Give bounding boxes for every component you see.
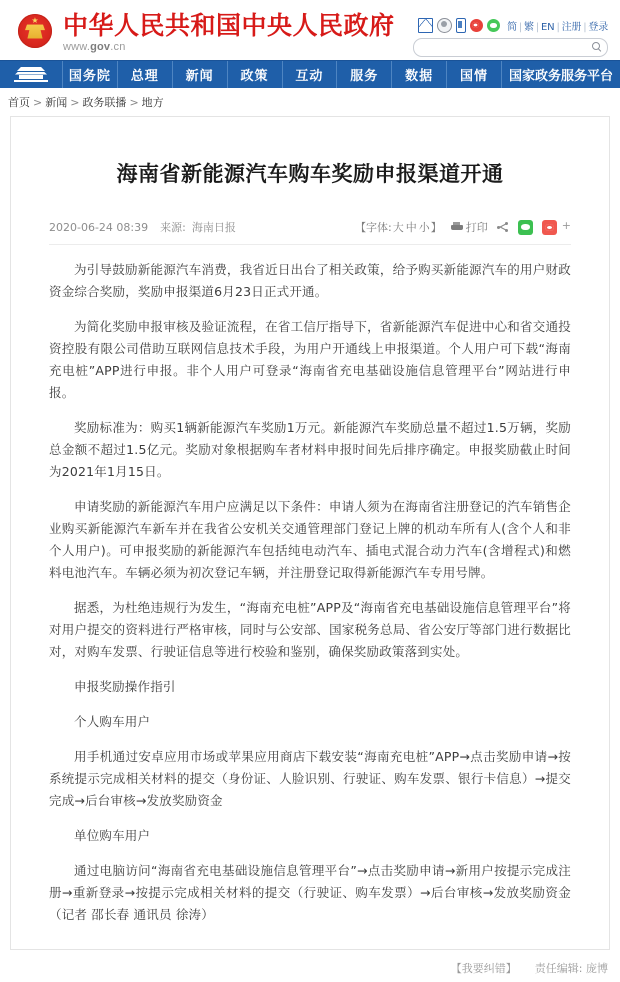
article-paragraph: 奖励标准为：购买1辆新能源汽车奖励1万元。新能源汽车奖励总量不超过1.5万辆，奖励总金额不超过1.5亿元。奖励对象根据购车者材料申报时间先后排序确定。申报奖励截止时间为2021年1月15日。	[49, 420, 571, 480]
login-link[interactable]: 登录	[588, 21, 608, 33]
nav-item-xinwen[interactable]: 新闻	[173, 61, 228, 88]
editor-name: 庞博	[586, 962, 608, 976]
header-utility-area	[413, 18, 608, 57]
font-size-prefix: 【字体:	[355, 221, 392, 235]
lang-link-traditional[interactable]: 繁	[524, 21, 534, 33]
nav-item-government-service-platform[interactable]: 国家政务服务平台	[508, 69, 613, 84]
site-url-main: gov	[90, 41, 111, 53]
breadcrumb-item-government-broadcast[interactable]: 政务联播	[82, 96, 127, 109]
header-icon-row	[413, 18, 608, 32]
page-content-wrapper	[0, 116, 620, 950]
share-wechat-icon[interactable]	[518, 220, 533, 235]
share-more-button[interactable]: +	[561, 219, 571, 233]
nav-item-zongli[interactable]: 总理	[118, 61, 173, 88]
article-tools	[355, 219, 571, 235]
site-url	[63, 41, 395, 53]
report-error-link[interactable]: 【我要纠错】	[450, 962, 517, 976]
national-emblem-icon	[18, 14, 52, 48]
breadcrumb-separator: >	[33, 96, 43, 109]
font-size-suffix: 】	[430, 221, 442, 235]
share-icon[interactable]	[497, 222, 509, 233]
lang-separator: |	[583, 21, 587, 33]
source-label: 来源:	[160, 221, 186, 235]
editor-info	[535, 960, 608, 976]
article-paragraph: 据悉，为杜绝违规行为发生，“海南充电桩”APP及“海南省充电基础设施信息管理平台”将对用户提交的资料进行严格审核，同时与公安部、国家税务总局、省公安厅等部门进行数据比对，对购车发票、行驶证信息等进行校验和鉴别，确保奖励政策落到实处。	[49, 600, 571, 660]
print-button[interactable]	[451, 219, 488, 235]
article-meta-row	[49, 203, 571, 245]
font-size-large[interactable]: 大	[392, 221, 404, 235]
tiananmen-gate-icon	[14, 67, 48, 82]
nav-item-zhengce[interactable]: 政策	[228, 61, 283, 88]
article-paragraph: 通过电脑访问“海南省充电基础设施信息管理平台”→点击奖励申请→新用户按提示完成注册→重新登录→按提示完成相关材料的提交（行驶证、购车发票）→后台审核→发放奖励资金（记者 邵长春 通讯员 徐涛）	[49, 863, 571, 923]
article-paragraph: 个人购车用户	[74, 714, 151, 730]
nav-item-hudong[interactable]: 互动	[283, 61, 338, 88]
search-input[interactable]	[414, 40, 607, 55]
register-link[interactable]: 注册	[561, 21, 582, 33]
nav-item-shuju[interactable]: 数据	[392, 61, 447, 88]
editor-label: 责任编辑:	[534, 962, 583, 976]
article-footer	[0, 950, 620, 982]
publish-date: 2020-06-24 08:39	[49, 221, 149, 235]
nav-item-guoqing[interactable]: 国情	[447, 61, 502, 88]
wechat-icon[interactable]	[487, 19, 500, 32]
site-title: 中华人民共和国中央人民政府	[63, 11, 395, 40]
main-navigation	[0, 60, 620, 88]
site-url-suffix: .cn	[110, 41, 126, 53]
lang-separator: |	[556, 21, 560, 33]
font-size-control	[355, 219, 442, 235]
lang-separator: |	[518, 21, 523, 33]
nav-item-fuwu[interactable]: 服务	[337, 61, 392, 88]
weibo-icon[interactable]	[470, 19, 483, 32]
lang-separator: |	[535, 21, 540, 33]
globe-icon[interactable]	[437, 18, 452, 33]
brand-text-block	[63, 12, 395, 53]
breadcrumb-separator: >	[129, 96, 139, 109]
article-paragraph: 申请奖励的新能源汽车用户应满足以下条件：申请人须为在海南省注册登记的汽车销售企业购买新能源汽车新车并在我省公安机关交通管理部门登记上牌的机动车所有人(含个人和非个人用户)。可申报奖励的新能源汽车包括纯电动汽车、插电式混合动力汽车(含增程式)和燃料电池汽车。车辆必须为初次登记车辆，并注册登记取得新能源汽车专用号牌。	[49, 499, 571, 581]
article-paragraph: 为引导鼓励新能源汽车消费，我省近日出台了相关政策，给予购买新能源汽车的用户财政资金综合奖励，奖励申报渠道6月23日正式开通。	[49, 262, 571, 300]
source-value: 海南日报	[191, 221, 236, 235]
lang-link-english[interactable]: EN	[541, 21, 555, 33]
breadcrumb-item-home[interactable]: 首页	[8, 96, 30, 109]
font-size-medium[interactable]: 中	[405, 221, 417, 235]
article-paragraph: 用手机通过安卓应用市场或苹果应用商店下载安装“海南充电桩”APP→点击奖励申请→按系统提示完成相关材料的提交（身份证、人脸识别、行驶证、购车发票、银行卡信息）→提交完成→后台审核→发放奖励资金	[49, 749, 571, 809]
print-label: 打印	[465, 221, 488, 235]
language-links	[507, 18, 608, 33]
site-header	[0, 0, 620, 60]
site-url-prefix: www.	[63, 41, 91, 53]
article-body	[49, 245, 571, 926]
share-weibo-icon[interactable]	[542, 220, 557, 235]
font-size-small[interactable]: 小	[418, 221, 430, 235]
article-paragraph: 单位购车用户	[74, 828, 151, 844]
page-title: 海南省新能源汽车购车奖励申报渠道开通	[116, 162, 504, 187]
breadcrumb-item-news[interactable]: 新闻	[45, 96, 68, 109]
breadcrumb-separator: >	[70, 96, 80, 109]
article-container	[10, 116, 610, 950]
breadcrumb	[0, 88, 620, 116]
site-brand[interactable]	[18, 12, 395, 53]
nav-home-button[interactable]	[0, 61, 63, 88]
mail-icon[interactable]	[418, 18, 433, 33]
article-paragraph: 申报奖励操作指引	[74, 679, 176, 695]
breadcrumb-item-local[interactable]: 地方	[141, 96, 164, 109]
search-box[interactable]	[413, 38, 608, 57]
article-meta-left	[49, 219, 236, 235]
mobile-icon[interactable]	[456, 18, 466, 33]
printer-icon	[451, 222, 463, 232]
nav-item-guowuyuan[interactable]: 国务院	[63, 61, 118, 88]
article-paragraph: 为简化奖励申报审核及验证流程，在省工信厅指导下，省新能源汽车促进中心和省交通投资控股有限公司借助互联网信息技术手段，为用户开通线上申报渠道。个人用户可下载“海南充电桩”APP进行申报。非个人用户可登录“海南省充电基础设施信息管理平台”网站进行申报。	[49, 319, 571, 401]
search-icon[interactable]	[591, 41, 602, 52]
lang-link-simplified[interactable]: 简	[507, 21, 517, 33]
